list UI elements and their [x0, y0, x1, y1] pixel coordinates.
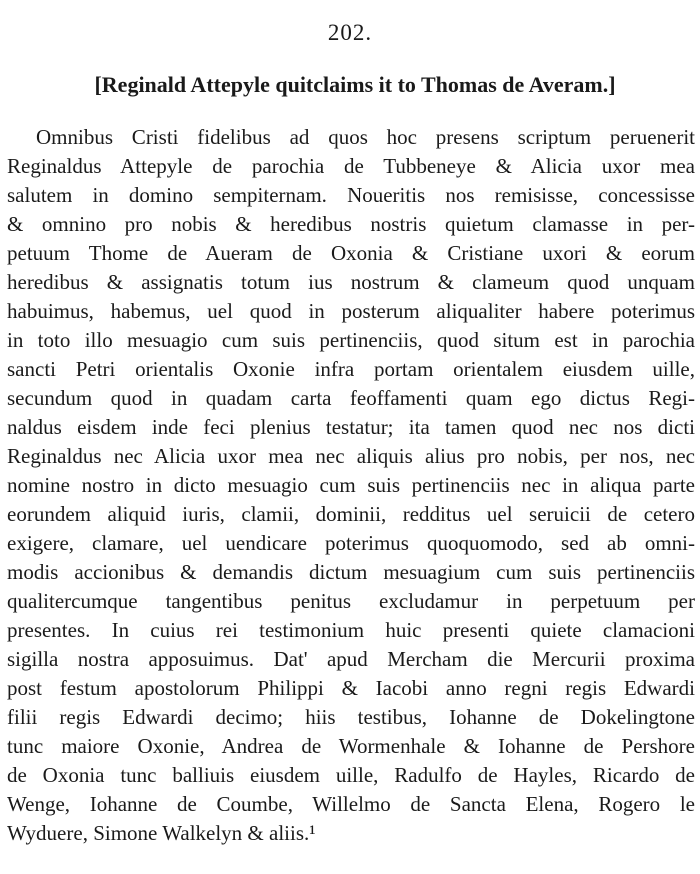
page-number: 202.	[327, 20, 373, 45]
text-line: eorundem aliquid iuris, clamii, dominii, redditus uel seruicii de cetero	[7, 502, 695, 526]
text-line: presentes. In cuius rei testimonium huic presenti quiete clamacioni	[7, 618, 695, 642]
text-line: post festum apostolorum Philippi & Iacobi anno regni regis Edwardi	[7, 676, 695, 700]
text-line: & omnino pro nobis & heredibus nostris quietum clamasse in per-	[7, 212, 695, 236]
charter-heading: [Reginald Attepyle quitclaims it to Thomas de Averam.]	[94, 72, 616, 97]
text-line: modis accionibus & demandis dictum mesuagium cum suis pertinenciis	[7, 560, 695, 584]
text-line: Wyduere, Simone Walkelyn & aliis.¹	[7, 821, 316, 845]
text-line: in toto illo mesuagio cum suis pertinenciis, quod situm est in parochia	[7, 328, 695, 352]
text-line: petuum Thome de Aueram de Oxonia & Cristiane uxori & eorum	[7, 241, 695, 265]
text-line: heredibus & assignatis totum ius nostrum & clameum quod unquam	[7, 270, 695, 294]
text-line: salutem in domino sempiternam. Noueritis nos remisisse, concessisse	[7, 183, 695, 207]
text-line: Wenge, Iohanne de Coumbe, Willelmo de Sancta Elena, Rogero le	[7, 792, 695, 816]
text-line: filii regis Edwardi decimo; hiis testibus, Iohanne de Dokelingtone	[7, 705, 695, 729]
text-line: naldus eisdem inde feci plenius testatur; ita tamen quod nec nos dicti	[7, 415, 695, 439]
text-line: exigere, clamare, uel uendicare poterimus quoquomodo, sed ab omni-	[7, 531, 695, 555]
text-line: sancti Petri orientalis Oxonie infra portam orientalem eiusdem uille,	[7, 357, 695, 381]
text-line: de Oxonia tunc balliuis eiusdem uille, Radulfo de Hayles, Ricardo de	[7, 763, 695, 787]
text-line: Omnibus Cristi fidelibus ad quos hoc presens scriptum peruenerit	[36, 125, 695, 149]
text-line: sigilla nostra apposuimus. Dat' apud Mercham die Mercurii proxima	[7, 647, 695, 671]
text-line: Reginaldus nec Alicia uxor mea nec aliquis alius pro nobis, per nos, nec	[7, 444, 695, 468]
text-line: secundum quod in quadam carta feoffamenti quam ego dictus Regi-	[7, 386, 695, 410]
text-line: habuimus, habemus, uel quod in posterum aliqualiter habere poterimus	[7, 299, 695, 323]
text-line: Reginaldus Attepyle de parochia de Tubbeneye & Alicia uxor mea	[7, 154, 695, 178]
charter-text	[7, 123, 695, 848]
text-line: nomine nostro in dicto mesuagio cum suis pertinenciis nec in aliqua parte	[7, 473, 695, 497]
text-line: tunc maiore Oxonie, Andrea de Wormenhale & Iohanne de Pershore	[7, 734, 695, 758]
text-line: qualitercumque tangentibus penitus excludamur in perpetuum per	[7, 589, 695, 613]
